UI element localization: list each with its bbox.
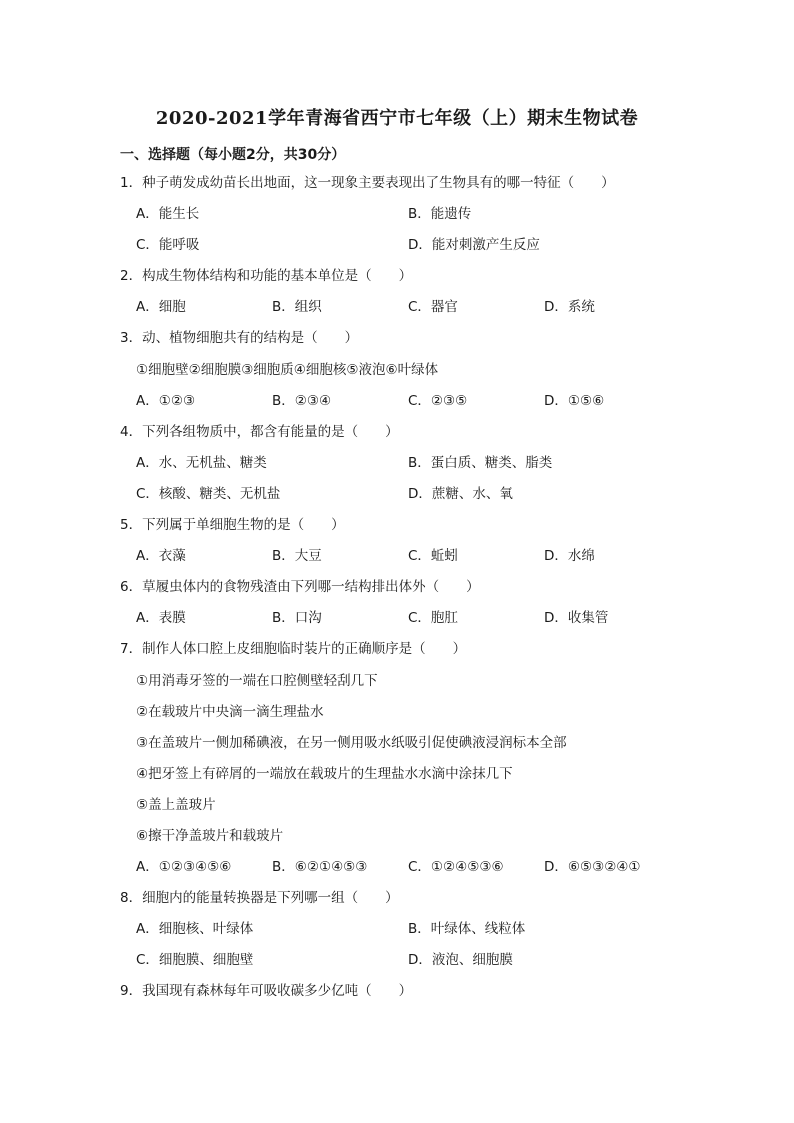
options-row	[120, 292, 680, 323]
option: B．大豆	[272, 548, 322, 565]
options-row	[120, 603, 680, 634]
question-subitem: ④把牙签上有碎屑的一端放在载玻片的生理盐水水滴中涂抹几下	[136, 765, 513, 782]
options-row	[120, 852, 680, 883]
question-stem: 1．种子萌发成幼苗长出地面，这一现象主要表现出了生物具有的哪一特征（ ）	[120, 175, 615, 191]
option: A．①②③	[136, 392, 196, 409]
question-subitem: ⑤盖上盖玻片	[136, 796, 216, 813]
options-row	[120, 448, 680, 479]
question-stem: 2．构成生物体结构和功能的基本单位是（ ）	[120, 268, 413, 285]
option: A．能生长	[136, 206, 200, 223]
question-subitem: ⑥擦干净盖玻片和载玻片	[136, 827, 284, 844]
option: B．组织	[272, 299, 322, 316]
option: D．①⑤⑥	[544, 392, 605, 409]
options-row	[120, 945, 680, 976]
option: B．口沟	[272, 610, 322, 627]
options-row	[120, 541, 680, 572]
question-stem: 3．动、植物细胞共有的结构是（ ）	[120, 330, 359, 347]
option: A．细胞	[136, 299, 186, 316]
option: B．能遗传	[408, 206, 472, 223]
option: D．蔗糖、水、氧	[408, 485, 513, 502]
options-row	[120, 230, 680, 261]
options-row	[120, 479, 680, 510]
options-row	[120, 914, 680, 945]
question-subitem: ①细胞壁②细胞膜③细胞质④细胞核⑤液泡⑥叶绿体	[136, 361, 439, 378]
option: B．叶绿体、线粒体	[408, 921, 526, 938]
option: D．收集管	[544, 610, 609, 627]
question-stem: 4．下列各组物质中，都含有能量的是（ ）	[120, 423, 399, 440]
option: C．能呼吸	[136, 237, 200, 254]
option: C．器官	[408, 299, 458, 316]
option: A．①②③④⑤⑥	[136, 859, 232, 876]
option: C．细胞膜、细胞壁	[136, 952, 254, 969]
section-heading: 一、选择题（每小题2分，共30分）	[120, 147, 346, 163]
option: B．②③④	[272, 392, 332, 409]
question-stem: 6．草履虫体内的食物残渣由下列哪一结构排出体外（ ）	[120, 579, 480, 596]
option: A．衣藻	[136, 548, 186, 565]
option: D．⑥⑤③②④①	[544, 859, 641, 876]
option: B．⑥②①④⑤③	[272, 859, 368, 876]
option: A．水、无机盐、糖类	[136, 454, 267, 471]
option: C．①②④⑤③⑥	[408, 859, 504, 876]
question-stem: 8．细胞内的能量转换器是下列哪一组（ ）	[120, 890, 399, 907]
options-row	[120, 386, 680, 417]
option: C．②③⑤	[408, 392, 468, 409]
option: D．能对刺激产生反应	[408, 237, 540, 254]
question-list	[120, 168, 680, 1008]
option: B．蛋白质、糖类、脂类	[408, 454, 553, 471]
page-title: 2020-2021学年青海省西宁市七年级（上）期末生物试卷	[155, 108, 639, 129]
question-subitem: ①用消毒牙签的一端在口腔侧壁轻刮几下	[136, 672, 378, 689]
question-stem: 5．下列属于单细胞生物的是（ ）	[120, 517, 345, 534]
question-stem: 9．我国现有森林每年可吸收碳多少亿吨（ ）	[120, 983, 413, 1000]
option: D．水绵	[544, 548, 595, 565]
question-subitem: ③在盖玻片一侧加稀碘液，在另一侧用吸水纸吸引促使碘液浸润标本全部	[136, 734, 567, 751]
question-stem: 7．制作人体口腔上皮细胞临时装片的正确顺序是（ ）	[120, 641, 467, 658]
options-row	[120, 199, 680, 230]
option: A．细胞核、叶绿体	[136, 921, 254, 938]
question-subitem: ②在载玻片中央滴一滴生理盐水	[136, 703, 324, 720]
option: D．系统	[544, 299, 595, 316]
option: A．表膜	[136, 610, 186, 627]
option: D．液泡、细胞膜	[408, 952, 513, 969]
option: C．蚯蚓	[408, 548, 458, 565]
option: C．核酸、糖类、无机盐	[136, 485, 281, 502]
option: C．胞肛	[408, 610, 458, 627]
